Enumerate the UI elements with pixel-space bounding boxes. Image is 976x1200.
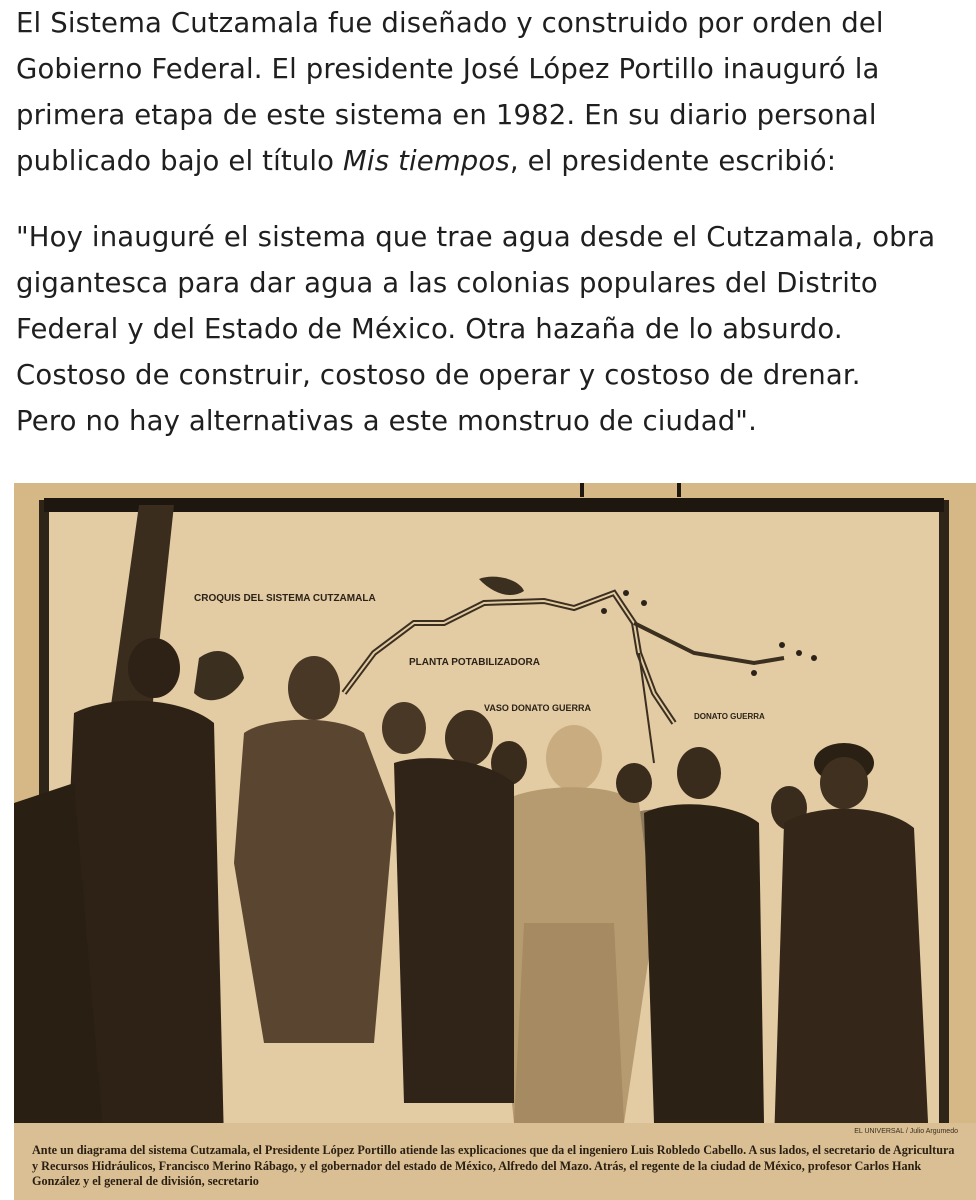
map-label-planta: PLANTA POTABILIZADORA bbox=[409, 657, 540, 668]
map-label-vaso: VASO DONATO GUERRA bbox=[484, 703, 592, 713]
article-body bbox=[16, 0, 976, 444]
map-label-donato: DONATO GUERRA bbox=[694, 712, 765, 721]
paragraph-intro-text: El Sistema Cutzamala fue diseñado y construido por orden del Gobierno Federal. El presidente José López Portillo inauguró la primera etapa de este sistema en 1982. En su diario personal publicado bajo el título bbox=[16, 7, 884, 177]
newspaper-photo bbox=[14, 483, 976, 1200]
map-title: CROQUIS DEL SISTEMA CUTZAMALA bbox=[194, 593, 376, 604]
book-title: Mis tiempos bbox=[343, 145, 510, 177]
photo-caption: Ante un diagrama del sistema Cutzamala, el Presidente López Portillo atiende las explicaciones que da el ingeniero Luis Robledo Cabello. A sus lados, el secretario de Agricultura y Recursos Hidráulicos, Francisco Merino Rábago, y el gobernador del estado de México, Alfredo del Mazo. Atrás, el regente de la ciudad de México, profesor Carlos Hank González y el general de división, secretario bbox=[32, 1143, 955, 1188]
photo-credit: EL UNIVERSAL / Julio Argumedo bbox=[854, 1128, 958, 1135]
paragraph-intro bbox=[16, 0, 976, 184]
paragraph-intro-end: , el presidente escribió: bbox=[509, 145, 837, 177]
photo-illustration bbox=[14, 483, 976, 1200]
quote-paragraph: "Hoy inauguré el sistema que trae agua desde el Cutzamala, obra gigantesca para dar agua a las colonias populares del Distrito Federal y del Estado de México. Otra hazaña de lo absurdo. Costoso de construir, costoso de operar y costoso de drenar. Pero no hay alternativas a este monstruo de ciudad". bbox=[16, 221, 936, 437]
